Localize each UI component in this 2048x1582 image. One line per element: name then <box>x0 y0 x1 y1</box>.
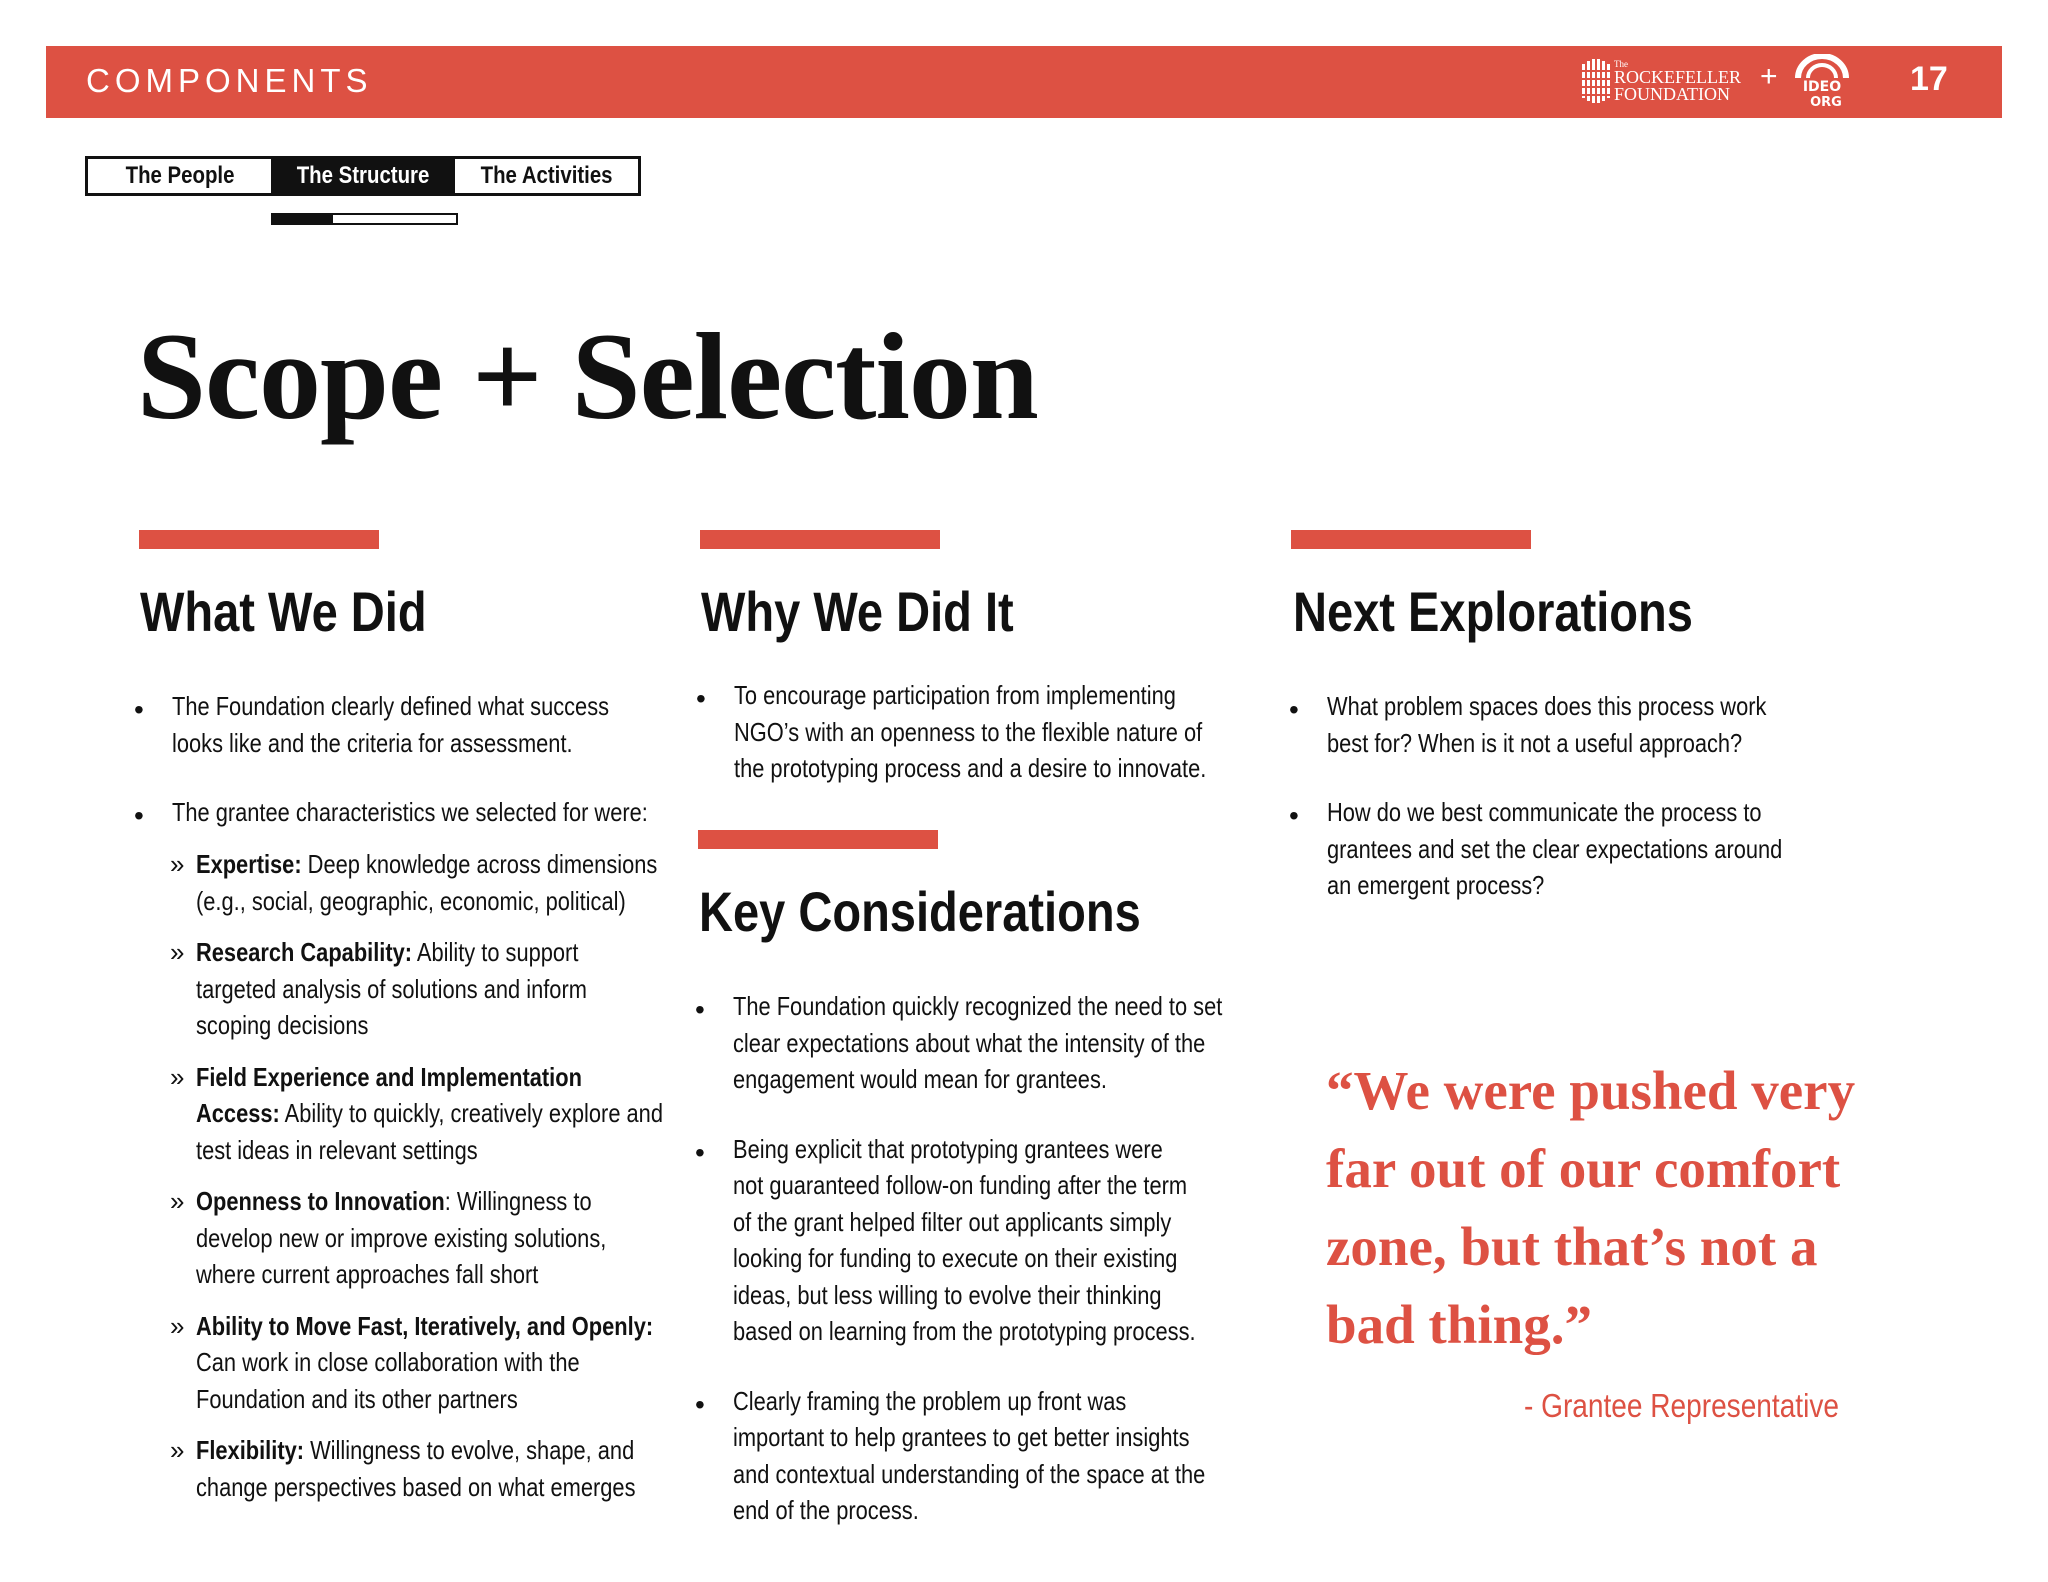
page-number: 17 <box>1910 60 1948 98</box>
next-explorations-heading: Next Explorations <box>1293 580 1693 643</box>
what-we-did-list <box>134 688 738 831</box>
tab-the-structure[interactable]: The Structure <box>271 159 454 193</box>
bullet-icon: • <box>1289 694 1299 725</box>
next-explorations-list <box>1289 688 1869 904</box>
ideo-org-logo <box>1792 54 1852 110</box>
bullet-icon: • <box>695 1136 705 1168</box>
bullet-icon: • <box>695 1388 705 1420</box>
bullet-icon: • <box>134 800 144 831</box>
what-we-did-rule <box>139 530 379 549</box>
bullet-icon: • <box>134 694 144 725</box>
bullet-icon: • <box>696 683 706 714</box>
list-item: • Being explicit that prototyping grantees were not guaranteed follow-on funding after the term of the grant helped filter out applicants simply looking for funding to execute on their existing ideas, but less willing to evolve their thinking based on learning from the prototyping process. <box>695 1133 1196 1346</box>
section-tabs <box>85 156 641 196</box>
tab-the-people[interactable]: The People <box>125 162 235 189</box>
why-we-did-it-list <box>696 677 1296 787</box>
rockefeller-logo-text: The ROCKEFELLER FOUNDATION <box>1614 59 1742 104</box>
chevron-right-icon: » <box>170 1310 185 1341</box>
list-item: • The Foundation quickly recognized the need to set clear expectations about what the intensity of the engagement would mean for grantees. <box>695 991 1223 1094</box>
list-item: • The Foundation clearly defined what success looks like and the criteria for assessment. <box>134 691 610 758</box>
header-banner <box>46 46 2002 118</box>
bullet-icon: • <box>695 994 705 1025</box>
key-considerations-heading: Key Considerations <box>699 880 1141 943</box>
svg-text:IDEO: IDEO <box>1802 79 1842 95</box>
why-we-did-it-heading: Why We Did It <box>701 580 1014 643</box>
chevron-right-icon: » <box>170 849 185 879</box>
list-item: • The grantee characteristics we selected for were: <box>134 797 648 831</box>
sub-item-flexibility: » Flexibility: Willingness to evolve, shape, and change perspectives based on what emerges <box>196 1432 752 1505</box>
list-item: • To encourage participation from implementing NGO’s with an openness to the flexible nature of the prototyping process and a desire to innovate. <box>696 680 1207 783</box>
logo-plus-sign: + <box>1760 60 1778 93</box>
key-considerations-list <box>695 988 1316 1529</box>
sub-item-field-experience: » Field Experience and Implementation Access: Ability to quickly, creatively explore and test ideas in relevant settings <box>196 1059 752 1169</box>
key-considerations-rule <box>698 830 938 849</box>
section-label: COMPONENTS <box>86 62 373 99</box>
rockefeller-globe-icon <box>1576 58 1616 104</box>
pull-quote: “We were pushed very far out of our comfort zone, but that’s not a bad thing.” <box>1326 1060 1856 1355</box>
chevron-right-icon: » <box>170 1186 185 1216</box>
sub-item-research-capability: » Research Capability: Ability to support targeted analysis of solutions and inform scoping decisions <box>196 934 752 1044</box>
sub-item-expertise: » Expertise: Deep knowledge across dimensions (e.g., social, geographic, economic, political) <box>196 846 752 919</box>
next-explorations-rule <box>1291 530 1531 549</box>
sub-item-openness: » Openness to Innovation: Willingness to develop new or improve existing solutions, where current approaches fall short <box>196 1183 752 1293</box>
why-we-did-it-rule <box>700 530 940 549</box>
page-title: Scope + Selection <box>137 308 1038 445</box>
what-we-did-heading: What We Did <box>140 580 427 643</box>
list-item: • What problem spaces does this process work best for? When is it not a useful approach? <box>1289 691 1767 758</box>
bullet-icon: • <box>1289 800 1299 831</box>
chevron-right-icon: » <box>170 1061 185 1092</box>
list-item: • How do we best communicate the process to grantees and set the clear expectations around an emergent process? <box>1289 797 1783 900</box>
list-item: • Clearly framing the problem up front was important to help grantees to get better insights and contextual understanding of the space at the end of the process. <box>695 1385 1206 1525</box>
tab-progress-fill <box>273 215 333 223</box>
tab-the-activities[interactable]: The Activities <box>480 162 613 189</box>
quote-attribution: - Grantee Representative <box>1524 1387 1839 1424</box>
grantee-characteristics-list <box>170 846 752 1505</box>
chevron-right-icon: » <box>170 1435 185 1465</box>
svg-text:ORG: ORG <box>1810 95 1842 110</box>
chevron-right-icon: » <box>170 937 185 967</box>
tab-progress-bar <box>271 213 458 225</box>
sub-item-move-fast: » Ability to Move Fast, Iteratively, and Openly: Can work in close collaboration with the Foundation and its other partners <box>196 1308 752 1418</box>
